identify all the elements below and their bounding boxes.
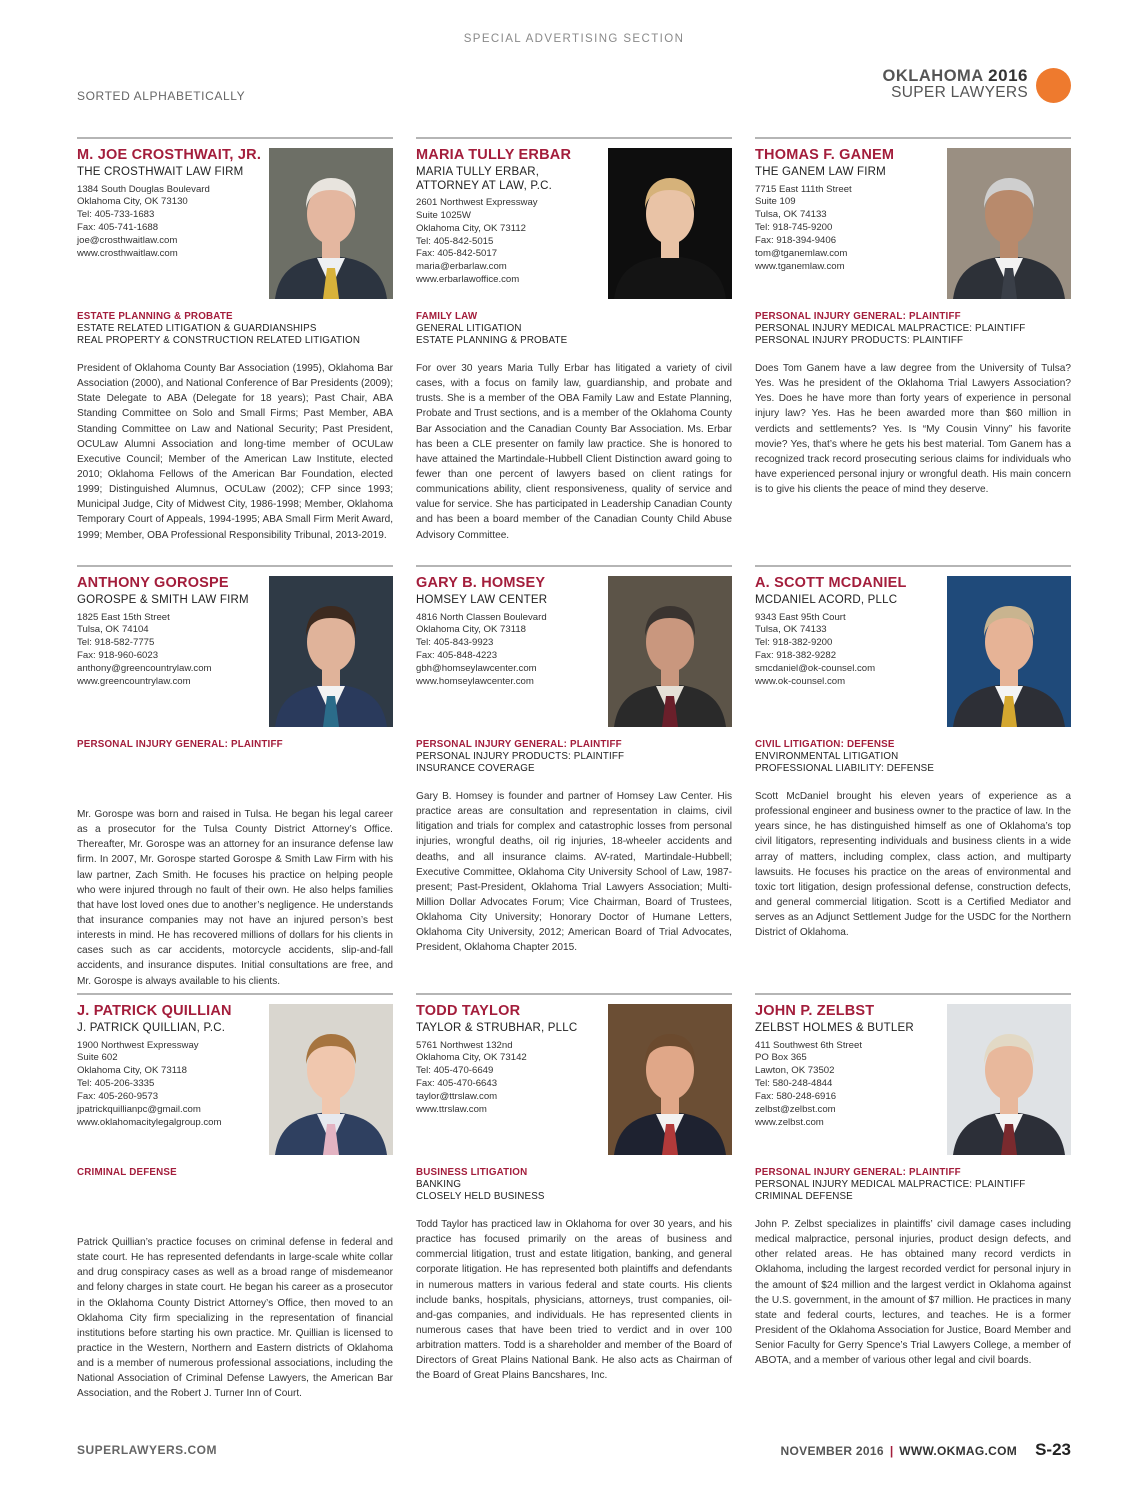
contact-website[interactable]: www.homseylawcenter.com (416, 675, 534, 687)
lawyer-header (755, 567, 1071, 727)
footer-website: WWW.OKMAG.COM (899, 1444, 1018, 1458)
special-advertising-label: SPECIAL ADVERTISING SECTION (463, 33, 685, 45)
practice-areas (755, 739, 1071, 789)
primary-practice: PERSONAL INJURY GENERAL: PLAINTIFF (755, 1167, 961, 1178)
lawyer-name: THOMAS F. GANEM (755, 147, 895, 163)
contact-line: 9343 East 95th Court (755, 611, 846, 623)
lawyer-row-3 (77, 993, 1071, 1402)
contact-line: Tel: 405-733-1683 (77, 209, 155, 221)
firm-name: J. PATRICK QUILLIAN, P.C. (77, 1021, 226, 1034)
lawyer-header (77, 567, 393, 727)
secondary-practice: REAL PROPERTY & CONSTRUCTION RELATED LITIGATION (77, 335, 361, 347)
lawyer-name: A. SCOTT MCDANIEL (755, 575, 907, 591)
contact-line: Fax: 405-842-5017 (416, 248, 498, 260)
practice-areas (416, 1167, 732, 1217)
firm-name: THE CROSTHWAIT LAW FIRM (77, 165, 244, 178)
contact-line: Suite 602 (77, 1052, 118, 1064)
secondary-practice: BANKING (416, 1179, 462, 1191)
secondary-practice: ESTATE RELATED LITIGATION & GUARDIANSHIPS (77, 323, 317, 335)
contact-line: Tel: 405-842-5015 (416, 235, 494, 247)
lawyer-card (755, 565, 1071, 989)
contact-line: Tulsa, OK 74133 (755, 209, 827, 221)
primary-practice: BUSINESS LITIGATION (416, 1167, 528, 1178)
lawyer-photo (269, 148, 393, 299)
contact-line: Fax: 405-470-6643 (416, 1078, 498, 1090)
lawyer-info (77, 567, 265, 727)
footer-separator: | (889, 1444, 894, 1458)
lawyer-info (77, 139, 265, 299)
contact-line: Tel: 918-745-9200 (755, 222, 833, 234)
contact-line: Tel: 918-382-9200 (755, 637, 833, 649)
portrait-image (269, 576, 393, 727)
firm-name: HOMSEY LAW CENTER (416, 593, 548, 606)
practice-areas (77, 739, 393, 789)
lawyer-photo (947, 1004, 1071, 1155)
lawyer-photo (608, 148, 732, 299)
contact-website[interactable]: www.zelbst.com (755, 1116, 824, 1128)
lawyer-bio: Patrick Quillian’s practice focuses on criminal defense in federal and state court. He has represented defendants in large-scale white collar and drug conspiracy cases as well as a broad range of misdemeanor and felony charges in state court. He began his career as a prosecutor in the Oklahoma County District Attorney’s Office, then moved to an Oklahoma City firm specializing in the representation of financial institutions before starting his own practice. Mr. Quillian is licensed to practice in the Western, Northern and Eastern districts of Oklahoma and is a member of numerous professional associations, including the National Association of Criminal Defense Lawyers, the American Bar Association, and the Robert J. Turner Inn of Court. (77, 1237, 393, 1400)
firm-name: TAYLOR & STRUBHAR, PLLC (416, 1021, 578, 1034)
practice-areas (416, 739, 732, 789)
footer-date: NOVEMBER 2016 (780, 1444, 884, 1458)
contact-line: Tulsa, OK 74133 (755, 624, 827, 636)
contact-block (416, 1040, 604, 1117)
lawyer-card (77, 137, 393, 543)
contact-line: Tel: 405-206-3335 (77, 1078, 155, 1090)
portrait-image (947, 576, 1071, 727)
lawyer-card (416, 993, 732, 1402)
contact-line: PO Box 365 (755, 1052, 807, 1064)
footer-info (781, 1440, 1071, 1460)
primary-practice: CIVIL LITIGATION: DEFENSE (755, 739, 895, 750)
lawyer-row-2 (77, 565, 1071, 989)
lawyer-card (77, 993, 393, 1402)
portrait-image (947, 148, 1071, 299)
contact-line: Fax: 580-248-6916 (755, 1090, 837, 1102)
practice-areas (416, 311, 732, 361)
lawyer-header (755, 139, 1071, 299)
contact-line: Oklahoma City, OK 73112 (416, 222, 527, 234)
contact-email[interactable]: maria@erbarlaw.com (416, 261, 507, 273)
lawyer-header (416, 995, 732, 1155)
secondary-practice: PERSONAL INJURY PRODUCTS: PLAINTIFF (755, 335, 964, 347)
lawyer-name: M. JOE CROSTHWAIT, JR. (77, 147, 262, 163)
lawyer-info (416, 567, 604, 727)
lawyer-photo (947, 148, 1071, 299)
brand-dot-icon (1036, 68, 1071, 103)
portrait-image (947, 1004, 1071, 1155)
practice-areas (77, 311, 393, 361)
contact-line: Fax: 918-394-9406 (755, 234, 837, 246)
lawyer-name: J. PATRICK QUILLIAN (77, 1003, 232, 1019)
secondary-practice: ENVIRONMENTAL LITIGATION (755, 751, 899, 763)
secondary-practice: CRIMINAL DEFENSE (755, 1191, 853, 1203)
contact-line: Suite 1025W (416, 209, 471, 221)
primary-practice: ESTATE PLANNING & PROBATE (77, 311, 233, 322)
contact-website[interactable]: www.tganemlaw.com (755, 260, 845, 272)
publication-brand (883, 67, 1028, 102)
lawyer-info (416, 995, 604, 1155)
portrait-image (608, 1004, 732, 1155)
lawyer-bio: President of Oklahoma County Bar Association (1995), Oklahoma Bar Association (2000), and National Conference of Bar Presidents (2009); State Delegate to ABA (Delegate for 18 years); Past Chair, ABA Standing Committee on Solo and Small Firms; Past Member, ABA Standing Committee on Law and National Security; Past President, OCULaw Alumni Association and long-time member of OCULaw Executive Council; Member of the American Law Institute, elected 2010; Oklahoma Fellows of the American Bar Foundation, elected 1999; Distinguished Alumnus, OCULaw (2002); CFP since 1993; Municipal Judge, City of Midwest City, 1986-1998; Member, Oklahoma Temporary Court of Appeals, 1994-1995; ABA Small Firm Merit Award, 1999; Member, OBA Professional Responsibility Tribunal, 2013-2019. (77, 363, 393, 541)
portrait-image (608, 148, 732, 299)
contact-line: Tel: 918-582-7775 (77, 637, 155, 649)
contact-line: 2601 Northwest Expressway (416, 197, 538, 209)
lawyer-photo (608, 1004, 732, 1155)
contact-block (416, 197, 604, 287)
secondary-practice: CLOSELY HELD BUSINESS (416, 1191, 545, 1203)
contact-website[interactable]: www.ttrslaw.com (416, 1103, 487, 1115)
lawyer-bio: John P. Zelbst specializes in plaintiffs’ civil damage cases including medical malpractice, personal injuries, product design defects, and other related areas. He has obtained many record verdicts in Oklahoma, including the largest recorded verdict for personal injury in the amount of $24 million and the largest verdict in Oklahoma against the U.S. government, in the amount of $7 million. He practices in many state and federal courts, lectures, and teaches. He is a former President of the Oklahoma Association for Justice, Board Member and Senior Faculty for Gerry Spence’s Trial Lawyers College, a member of ABOTA, and a member of various other legal and civil boards. (755, 1219, 1071, 1367)
footer-site: SUPERLAWYERS.COM (77, 1443, 218, 1457)
lawyer-info (755, 567, 943, 727)
lawyer-card (416, 137, 732, 543)
primary-practice: FAMILY LAW (416, 311, 478, 322)
contact-website[interactable]: www.crosthwaitlaw.com (77, 247, 178, 259)
lawyer-header (416, 567, 732, 727)
portrait-image (269, 148, 393, 299)
contact-email[interactable]: smcdaniel@ok-counsel.com (755, 662, 876, 674)
lawyer-header (416, 139, 732, 299)
lawyer-name: JOHN P. ZELBST (755, 1003, 875, 1019)
lawyer-bio: Todd Taylor has practiced law in Oklahoma for over 30 years, and his practice has focused primarily on the areas of business and commercial litigation, trust and estate litigation, banking, and general corporate litigation. He has represented both plaintiffs and defendants in numerous matters in various federal and state courts. His clients include banks, hospitals, physicians, attorneys, trust companies, oil-and-gas companies, and individuals. He has represented clients in numerous cases that have been tried to verdict and in over 100 arbitration matters. Todd is a shareholder and member of the Board of Directors of Great Plains National Bank. He also acts as Chairman of the Board of Great Plains Bancshares, Inc. (416, 1219, 732, 1382)
lawyer-header (755, 995, 1071, 1155)
contact-line: Fax: 918-960-6023 (77, 650, 159, 662)
contact-email[interactable]: gbh@homseylawcenter.com (416, 662, 537, 674)
contact-block (77, 184, 265, 261)
contact-line: Lawton, OK 73502 (755, 1065, 835, 1077)
contact-line: Fax: 918-382-9282 (755, 650, 837, 662)
lawyer-card (755, 137, 1071, 543)
lawyer-info (755, 139, 943, 299)
contact-line: Tel: 405-470-6649 (416, 1065, 494, 1077)
contact-line: 411 Southwest 6th Street (755, 1039, 863, 1051)
page-number: S-23 (1035, 1440, 1071, 1459)
contact-email[interactable]: joe@crosthwaitlaw.com (77, 234, 178, 246)
secondary-practice: PERSONAL INJURY MEDICAL MALPRACTICE: PLAINTIFF (755, 323, 1026, 335)
firm-name: MCDANIEL ACORD, PLLC (755, 593, 898, 606)
contact-email[interactable]: anthony@greencountrylaw.com (77, 662, 212, 674)
secondary-practice: PROFESSIONAL LIABILITY: DEFENSE (755, 763, 935, 775)
secondary-practice: ESTATE PLANNING & PROBATE (416, 335, 568, 347)
brand-year: 2016 (988, 66, 1028, 85)
lawyer-name: TODD TAYLOR (416, 1003, 521, 1019)
contact-line: 1825 East 15th Street (77, 611, 170, 623)
lawyer-bio: Gary B. Homsey is founder and partner of Homsey Law Center. His practice areas are consultation and representation in claims, civil litigation and trials for complex and catastrophic losses from personal injuries, wrongful deaths, oil rig injuries, 18-wheeler accidents and deaths, and all insurance claims. AV-rated, Martindale-Hubbell; Executive Committee, Oklahoma City University School of Law, 1987-present; Past-President, Oklahoma Trial Lawyers Association; Multi-Million Dollar Advocates Forum; Vice Chairman, Board of Trustees, Oklahoma City University; Honorary Doctor of Humane Letters, Oklahoma City University, 2012; American Board of Trial Advocates, President, Oklahoma Chapter 2015. (416, 791, 732, 954)
contact-line: 5761 Northwest 132nd (416, 1039, 513, 1051)
contact-website[interactable]: www.erbarlawoffice.com (416, 274, 520, 286)
contact-website[interactable]: www.ok-counsel.com (755, 675, 846, 687)
contact-line: Fax: 405-741-1688 (77, 222, 159, 234)
lawyer-name: GARY B. HOMSEY (416, 575, 546, 591)
contact-website[interactable]: www.oklahomacitylegalgroup.com (77, 1116, 222, 1128)
contact-email[interactable]: zelbst@zelbst.com (755, 1103, 836, 1115)
contact-block (77, 1040, 265, 1130)
lawyer-card (755, 993, 1071, 1402)
lawyer-photo (947, 576, 1071, 727)
contact-block (77, 612, 265, 689)
brand-subtitle: SUPER LAWYERS (891, 84, 1028, 102)
primary-practice: PERSONAL INJURY GENERAL: PLAINTIFF (77, 739, 283, 750)
secondary-practice: PERSONAL INJURY PRODUCTS: PLAINTIFF (416, 751, 625, 763)
contact-email[interactable]: tom@tganemlaw.com (755, 247, 848, 259)
contact-email[interactable]: taylor@ttrslaw.com (416, 1090, 498, 1102)
lawyer-bio: For over 30 years Maria Tully Erbar has litigated a variety of civil cases, with a focus on family law, guardianship, and probate and trusts. She is a member of the OBA Family Law and Estate Planning, Probate and Trust sections, and is a member of the Oklahoma County Bar Association and the Canadian County Bar Association. Ms. Erbar has been a CLE presenter on family law practice. She is honored to have attained the Martindale-Hubbell Client Distinction award going to fewer than one percent of lawyers based on client ratings for communications ability, client responsiveness, quality of service and value for service. She has participated in Leadership Canadian County and has been a board member of the Canadian County Child Abuse Advisory Committee. (416, 363, 732, 541)
practice-areas (755, 1167, 1071, 1217)
lawyer-bio: Scott McDaniel brought his eleven years of experience as a professional engineer and business owner to the practice of law. In the years since, he has distinguished himself as one of Oklahoma’s top civil litigators, representing individuals and business clients in a wide array of matters, including complex, class action, and multiparty lawsuits. He focuses his practice on the areas of environmental and toxic tort litigation, design professional defense, construction defects, and general commercial litigation. Scott is a Certified Mediator and serves as an Adjunct Settlement Judge for the USDC for the Northern District of Oklahoma. (755, 791, 1071, 939)
contact-website[interactable]: www.greencountrylaw.com (77, 675, 191, 687)
secondary-practice: GENERAL LITIGATION (416, 323, 522, 335)
contact-block (416, 612, 604, 689)
firm-name: GOROSPE & SMITH LAW FIRM (77, 593, 249, 606)
portrait-image (608, 576, 732, 727)
contact-email[interactable]: jpatrickquillianpc@gmail.com (77, 1103, 201, 1115)
lawyer-photo (608, 576, 732, 727)
portrait-image (269, 1004, 393, 1155)
firm-name: MARIA TULLY ERBAR, ATTORNEY AT LAW, P.C. (416, 165, 553, 192)
lawyer-header (77, 995, 393, 1155)
primary-practice: CRIMINAL DEFENSE (77, 1167, 177, 1178)
firm-name: THE GANEM LAW FIRM (755, 165, 886, 178)
contact-line: 4816 North Classen Boulevard (416, 611, 547, 623)
contact-line: Oklahoma City, OK 73130 (77, 196, 188, 208)
contact-line: 1384 South Douglas Boulevard (77, 183, 210, 195)
contact-line: Tel: 405-843-9923 (416, 637, 494, 649)
contact-line: Oklahoma City, OK 73118 (77, 1065, 188, 1077)
contact-block (755, 184, 943, 274)
brand-title (883, 67, 1028, 85)
sorted-label: SORTED ALPHABETICALLY (77, 89, 246, 103)
lawyer-row-1 (77, 137, 1071, 543)
firm-name: ZELBST HOLMES & BUTLER (755, 1021, 914, 1034)
lawyer-photo (269, 576, 393, 727)
lawyer-photo (269, 1004, 393, 1155)
lawyer-info (755, 995, 943, 1155)
contact-block (755, 1040, 943, 1130)
lawyer-name: ANTHONY GOROSPE (77, 575, 229, 591)
lawyer-bio: Mr. Gorospe was born and raised in Tulsa. He began his legal career as a prosecutor for the Tulsa County District Attorney’s Office. Thereafter, Mr. Gorospe was an attorney for an insurance defense law firm. In 2007, Mr. Gorospe started Gorospe & Smith Law Firm with his law partner, Zach Smith. He focuses his practice on helping people who were injured through no fault of their own. He also helps families that have lost loved ones due to another’s negligence. He understands that insurance companies may not have an injured person’s best interests in mind. He has recovered millions of dollars for his clients in cases such as car accidents, motorcycle accidents, slip-and-fall accidents, and insurance disputes. Initial consultations are free, and Mr. Gorospe is always available to his clients. (77, 809, 393, 987)
contact-line: 1900 Northwest Expressway (77, 1039, 199, 1051)
lawyer-card (416, 565, 732, 989)
contact-line: Fax: 405-260-9573 (77, 1090, 159, 1102)
lawyer-bio: Does Tom Ganem have a law degree from the University of Tulsa? Yes. Was he president of the Oklahoma Trial Lawyers Association? Yes. Does he have more than forty years of experience in personal injury law? Yes. Has he been awarded more than $60 million in verdicts and settlements? Yes. Is “My Cousin Vinny” his favorite movie? Yes, that’s where he gets his best material. Tom Ganem has a recognized track record prosecuting serious claims for individuals who have experienced personal injury or wrongful death. His main concern is to give his clients the peace of mind they deserve. (755, 363, 1071, 496)
practice-areas (77, 1167, 393, 1217)
lawyer-card (77, 565, 393, 989)
contact-line: Oklahoma City, OK 73118 (416, 624, 527, 636)
contact-line: 7715 East 111th Street (755, 183, 852, 195)
secondary-practice: PERSONAL INJURY MEDICAL MALPRACTICE: PLAINTIFF (755, 1179, 1026, 1191)
primary-practice: PERSONAL INJURY GENERAL: PLAINTIFF (416, 739, 622, 750)
contact-line: Suite 109 (755, 196, 796, 208)
practice-areas (755, 311, 1071, 361)
secondary-practice: INSURANCE COVERAGE (416, 763, 535, 775)
brand-state: OKLAHOMA (882, 67, 984, 85)
contact-line: Oklahoma City, OK 73142 (416, 1052, 527, 1064)
contact-line: Fax: 405-848-4223 (416, 650, 498, 662)
contact-line: Tulsa, OK 74104 (77, 624, 149, 636)
lawyer-name: MARIA TULLY ERBAR (416, 147, 572, 163)
lawyer-info (77, 995, 265, 1155)
lawyer-info (416, 139, 604, 299)
primary-practice: PERSONAL INJURY GENERAL: PLAINTIFF (755, 311, 961, 322)
contact-line: Tel: 580-248-4844 (755, 1078, 833, 1090)
contact-block (755, 612, 943, 689)
lawyer-header (77, 139, 393, 299)
